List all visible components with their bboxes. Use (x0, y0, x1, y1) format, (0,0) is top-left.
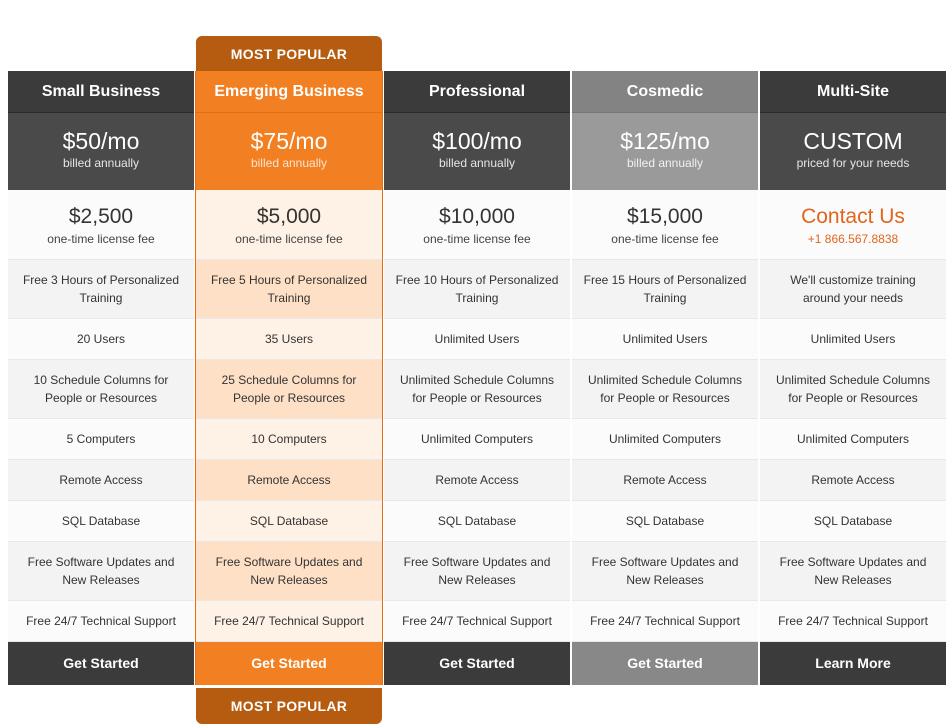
feature-training: Free 10 Hours of Personalized Training (384, 260, 570, 319)
license-fee: $2,500 (68, 205, 134, 228)
feature-schedule-columns: Unlimited Schedule Columns for People or Resources (760, 360, 946, 419)
phone-number[interactable]: +1 866.567.8838 (807, 232, 899, 246)
feature-training: Free 3 Hours of Personalized Training (8, 260, 194, 319)
feature-sql-database: SQL Database (8, 501, 194, 542)
feature-remote-access: Remote Access (196, 460, 382, 501)
feature-remote-access: Remote Access (384, 460, 570, 501)
license-fee-block (384, 190, 570, 260)
feature-computers: 5 Computers (8, 419, 194, 460)
get-started-button[interactable]: Get Started (384, 642, 570, 685)
feature-software-updates: Free Software Updates and New Releases (384, 542, 570, 601)
feature-technical-support: Free 24/7 Technical Support (760, 601, 946, 642)
plan-name: Professional (384, 71, 570, 113)
feature-sql-database: SQL Database (196, 501, 382, 542)
feature-remote-access: Remote Access (572, 460, 758, 501)
feature-computers: 10 Computers (196, 419, 382, 460)
feature-sql-database: SQL Database (384, 501, 570, 542)
license-fee-block (572, 190, 758, 260)
feature-schedule-columns: 10 Schedule Columns for People or Resources (8, 360, 194, 419)
plan-billing: billed annually (626, 156, 704, 170)
feature-software-updates: Free Software Updates and New Releases (8, 542, 194, 601)
feature-users: Unlimited Users (572, 319, 758, 360)
feature-training: Free 5 Hours of Personalized Training (196, 260, 382, 319)
license-fee-label: one-time license fee (611, 232, 719, 246)
license-fee-label: one-time license fee (423, 232, 531, 246)
plan-price: $75/mo (250, 128, 328, 154)
feature-users: Unlimited Users (384, 319, 570, 360)
plan-price: $125/mo (620, 128, 710, 154)
plan-price-block (384, 113, 570, 190)
learn-more-button[interactable]: Learn More (760, 642, 946, 685)
feature-users: 20 Users (8, 319, 194, 360)
license-fee-label: one-time license fee (47, 232, 155, 246)
contact-block (760, 190, 946, 260)
most-popular-badge-bottom: MOST POPULAR (196, 688, 382, 724)
most-popular-badge-top: MOST POPULAR (196, 36, 382, 72)
feature-software-updates: Free Software Updates and New Releases (760, 542, 946, 601)
license-fee: $15,000 (627, 205, 703, 228)
license-fee-block (196, 190, 382, 260)
license-fee-label: one-time license fee (235, 232, 343, 246)
plan-billing: billed annually (438, 156, 516, 170)
feature-users: Unlimited Users (760, 319, 946, 360)
plan-column-emerging-business (196, 71, 382, 685)
contact-us-link[interactable]: Contact Us (801, 205, 905, 228)
plan-column-multi-site (760, 71, 946, 685)
feature-technical-support: Free 24/7 Technical Support (8, 601, 194, 642)
plan-column-small-business (8, 71, 194, 685)
feature-schedule-columns: Unlimited Schedule Columns for People or Resources (384, 360, 570, 419)
get-started-button[interactable]: Get Started (8, 642, 194, 685)
license-fee-block (8, 190, 194, 260)
plan-price-block (196, 113, 382, 190)
plan-name: Emerging Business (196, 71, 382, 113)
feature-sql-database: SQL Database (572, 501, 758, 542)
get-started-button[interactable]: Get Started (572, 642, 758, 685)
feature-remote-access: Remote Access (760, 460, 946, 501)
feature-technical-support: Free 24/7 Technical Support (196, 601, 382, 642)
feature-technical-support: Free 24/7 Technical Support (572, 601, 758, 642)
feature-software-updates: Free Software Updates and New Releases (196, 542, 382, 601)
plan-name: Multi-Site (760, 71, 946, 113)
plan-billing: billed annually (62, 156, 140, 170)
feature-schedule-columns: 25 Schedule Columns for People or Resources (196, 360, 382, 419)
feature-technical-support: Free 24/7 Technical Support (384, 601, 570, 642)
plan-column-cosmedic (572, 71, 758, 685)
plan-price-block (8, 113, 194, 190)
feature-training: We'll customize training around your needs (760, 260, 946, 319)
feature-software-updates: Free Software Updates and New Releases (572, 542, 758, 601)
plan-billing: priced for your needs (796, 156, 910, 170)
feature-users: 35 Users (196, 319, 382, 360)
plan-column-professional (384, 71, 570, 685)
feature-computers: Unlimited Computers (760, 419, 946, 460)
feature-schedule-columns: Unlimited Schedule Columns for People or Resources (572, 360, 758, 419)
plan-price-block (572, 113, 758, 190)
plan-price-block (760, 113, 946, 190)
plan-price: CUSTOM (803, 128, 903, 154)
license-fee: $10,000 (439, 205, 515, 228)
plan-billing: billed annually (250, 156, 328, 170)
plan-price: $100/mo (432, 128, 522, 154)
plan-name: Small Business (8, 71, 194, 113)
feature-training: Free 15 Hours of Personalized Training (572, 260, 758, 319)
get-started-button[interactable]: Get Started (196, 642, 382, 685)
feature-sql-database: SQL Database (760, 501, 946, 542)
feature-computers: Unlimited Computers (572, 419, 758, 460)
feature-remote-access: Remote Access (8, 460, 194, 501)
license-fee: $5,000 (256, 205, 322, 228)
plan-price: $50/mo (62, 128, 140, 154)
plan-name: Cosmedic (572, 71, 758, 113)
feature-computers: Unlimited Computers (384, 419, 570, 460)
